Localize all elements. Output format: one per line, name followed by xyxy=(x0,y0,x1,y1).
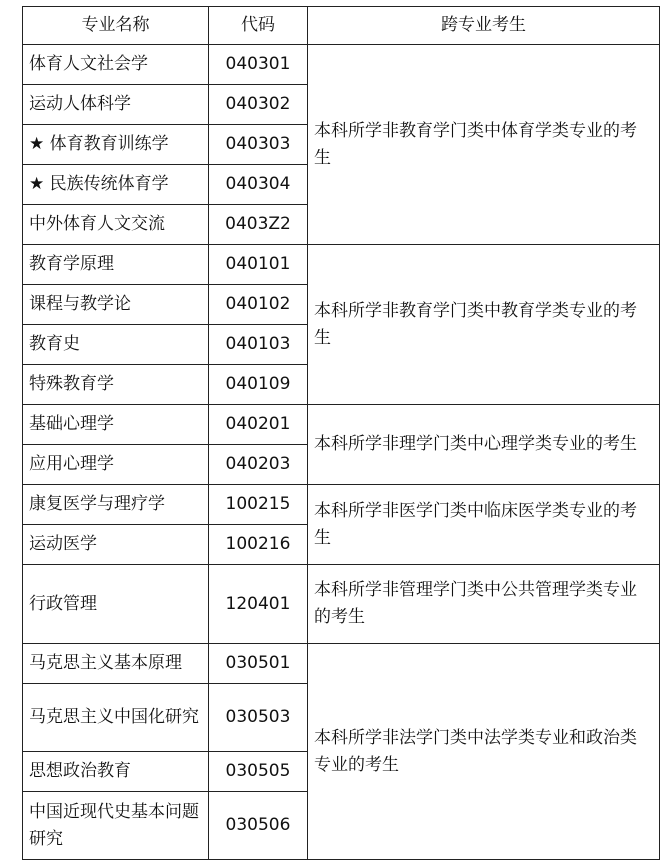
requirement-cell: 本科所学非理学门类中心理学类专业的考生 xyxy=(308,405,660,485)
major-name: 思想政治教育 xyxy=(23,752,209,792)
major-code: 040101 xyxy=(209,245,308,285)
major-name: 基础心理学 xyxy=(23,405,209,445)
major-name: 康复医学与理疗学 xyxy=(23,485,209,525)
table-row xyxy=(23,644,660,684)
major-name: 教育学原理 xyxy=(23,245,209,285)
major-code: 040304 xyxy=(209,165,308,205)
header-major-name: 专业名称 xyxy=(23,7,209,45)
major-code: 100215 xyxy=(209,485,308,525)
major-code: 040103 xyxy=(209,325,308,365)
table-row xyxy=(23,565,660,644)
requirement-cell: 本科所学非教育学门类中体育学类专业的考生 xyxy=(308,45,660,245)
major-name: 教育史 xyxy=(23,325,209,365)
major-name: 马克思主义基本原理 xyxy=(23,644,209,684)
major-code: 030505 xyxy=(209,752,308,792)
major-code: 040109 xyxy=(209,365,308,405)
major-code: 040201 xyxy=(209,405,308,445)
major-code: 0403Z2 xyxy=(209,205,308,245)
major-requirements-table xyxy=(22,6,660,860)
table-row xyxy=(23,405,660,445)
major-name: 运动人体科学 xyxy=(23,85,209,125)
major-code: 040203 xyxy=(209,445,308,485)
major-name: 特殊教育学 xyxy=(23,365,209,405)
major-name: 马克思主义中国化研究 xyxy=(23,684,209,752)
major-code: 040301 xyxy=(209,45,308,85)
table-row xyxy=(23,245,660,285)
major-code: 100216 xyxy=(209,525,308,565)
major-code: 040102 xyxy=(209,285,308,325)
major-name: 课程与教学论 xyxy=(23,285,209,325)
header-code: 代码 xyxy=(209,7,308,45)
major-code: 030506 xyxy=(209,792,308,860)
major-name: 中国近现代史基本问题研究 xyxy=(23,792,209,860)
major-name: 中外体育人文交流 xyxy=(23,205,209,245)
major-name: ★ 民族传统体育学 xyxy=(23,165,209,205)
major-name: ★ 体育教育训练学 xyxy=(23,125,209,165)
requirement-cell: 本科所学非法学门类中法学类专业和政治类专业的考生 xyxy=(308,644,660,860)
table-header-row xyxy=(23,7,660,45)
major-code: 120401 xyxy=(209,565,308,644)
major-code: 040302 xyxy=(209,85,308,125)
major-code: 040303 xyxy=(209,125,308,165)
header-cross-major: 跨专业考生 xyxy=(308,7,660,45)
table-row xyxy=(23,45,660,85)
major-name: 运动医学 xyxy=(23,525,209,565)
requirement-cell: 本科所学非教育学门类中教育学类专业的考生 xyxy=(308,245,660,405)
major-code: 030501 xyxy=(209,644,308,684)
major-code: 030503 xyxy=(209,684,308,752)
requirement-cell: 本科所学非医学门类中临床医学类专业的考生 xyxy=(308,485,660,565)
major-name: 体育人文社会学 xyxy=(23,45,209,85)
major-name: 应用心理学 xyxy=(23,445,209,485)
major-name: 行政管理 xyxy=(23,565,209,644)
table-row xyxy=(23,485,660,525)
requirement-cell: 本科所学非管理学门类中公共管理学类专业的考生 xyxy=(308,565,660,644)
